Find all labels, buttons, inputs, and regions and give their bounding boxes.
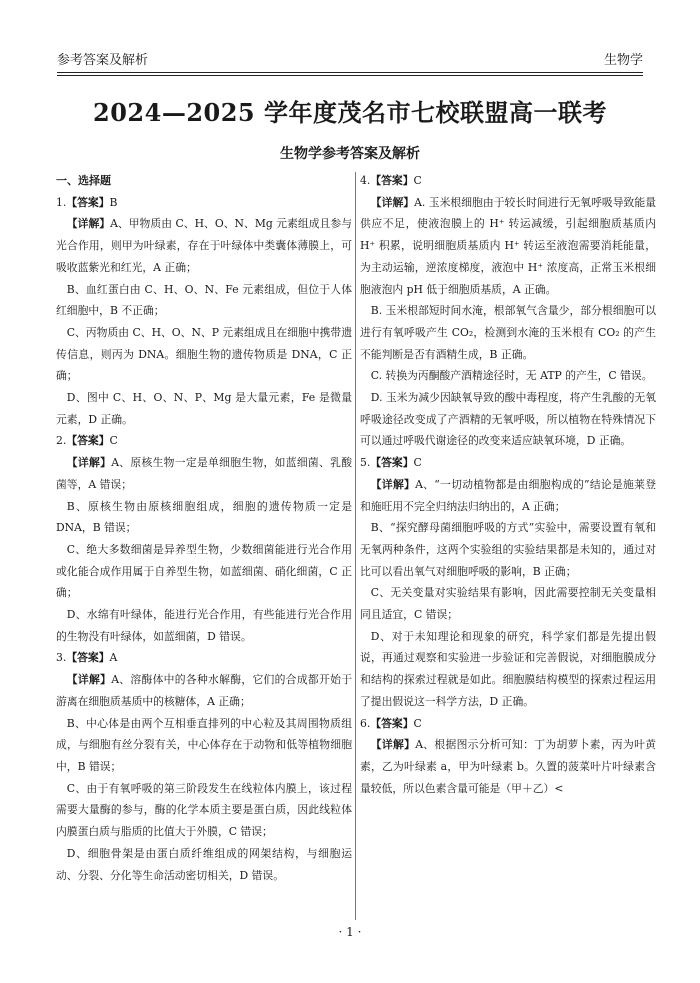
answer-tag: 【答案】 <box>370 716 414 730</box>
detail-text: A、原核生物一定是单细胞生物，如蓝细菌、乳酸菌等，A 错误； <box>56 456 353 491</box>
explanation-paragraph: B、中心体是由两个互相垂直排列的中心粒及其周围物质组成，与细胞有丝分裂有关，中心体存在于动物和低等植物细胞中，B 错误； <box>56 716 352 773</box>
column-divider <box>355 172 356 920</box>
answer-choice: C <box>413 174 422 187</box>
explanation-paragraph: B. 玉米根部短时间水淹，根部氧气含量少，部分根细胞可以进行有氧呼吸产生 CO₂，检测到水淹的玉米根有 CO₂ 的产生不能判断是否有酒精生成，B 正确。 <box>360 304 656 361</box>
detail-tag: 【详解】 <box>66 456 112 470</box>
detail-text: A、根据图示分析可知：丁为胡萝卜素，丙为叶黄素，乙为叶绿素 a，甲为叶绿素 b。久置的菠菜叶片叶绿素含量较低，所以色素含量可能是（甲＋乙）< <box>360 738 657 795</box>
explanation-paragraph: D、图中 C、H、O、N、P、Mg 是大量元素，Fe 是微量元素，D 正确。 <box>56 391 352 426</box>
question-block <box>56 430 352 647</box>
question-answer-line <box>56 430 352 452</box>
explanation-paragraph: D、细胞骨架是由蛋白质纤维组成的网架结构，与细胞运动、分裂、分化等生命活动密切相关，D 错误。 <box>56 846 352 882</box>
header-divider <box>57 72 643 76</box>
question-block <box>56 192 352 431</box>
question-number: 6. <box>360 716 371 730</box>
question-answer-line <box>360 713 656 735</box>
question-answer-line <box>360 170 656 192</box>
detail-text: A、溶酶体中的各种水解酶，它们的合成都开始于游离在细胞质基质中的核糖体，A 正确； <box>56 673 353 708</box>
explanation-paragraph: D. 玉米为减少因缺氧导致的酸中毒程度，将产生乳酸的无氧呼吸途径改变成了产酒精的无氧呼吸，所以植物在特殊情况下可以通过呼吸代谢途径的改变来适应缺氧环境，D 正确。 <box>360 391 656 448</box>
page-number: · 1 · <box>338 925 362 939</box>
detail-tag: 【详解】 <box>370 195 415 209</box>
answer-tag: 【答案】 <box>370 456 414 470</box>
answer-tag: 【答案】 <box>66 195 110 209</box>
explanation-paragraph: B、原核生物由原核细胞组成，细胞的遗传物质一定是 DNA，B 错误； <box>56 499 352 535</box>
page-subtitle: 生物学参考答案及解析 <box>280 146 420 162</box>
question-number: 5. <box>360 456 371 470</box>
explanation-paragraph: D、水绵有叶绿体，能进行光合作用，有些能进行光合作用的生物没有叶绿体，如蓝细菌，D 错误。 <box>56 608 352 643</box>
explanation-paragraph: C. 转换为丙酮酸产酒精途径时，无 ATP 的产生，C 错误。 <box>370 369 653 383</box>
explanation-paragraph: C、无关变量对实验结果有影响，因此需要控制无关变量相同且适宜，C 错误； <box>360 586 656 622</box>
explanation-paragraph: B、血红蛋白由 C、H、O、N、Fe 元素组成，但位于人体红细胞中，B 不正确； <box>56 282 352 318</box>
right-column <box>360 170 656 799</box>
header-subject: 生物学 <box>603 53 643 68</box>
detail-text: A. 玉米根细胞由于较长时间进行无氧呼吸导致能量供应不足，使液泡膜上的 H⁺ 转运减缓，引起细胞质基质内 H⁺ 积累，说明细胞质基质内 H⁺ 转运至液泡需要消耗能量，为主动运输，逆浓度梯度，液泡中 H⁺ 浓度高，正常玉米根细胞液泡内 pH 低于细胞质基质，A 正确。 <box>360 195 656 296</box>
explanation-paragraph: C、绝大多数细菌是异养型生物，少数细菌能进行光合作用或化能合成作用属于自养型生物，如蓝细菌、硝化细菌，C 正确； <box>56 542 352 600</box>
explanation-paragraph: C、由于有氧呼吸的第三阶段发生在线粒体内膜上，该过程需要大量酶的参与，酶的化学本质主要是蛋白质，因此线粒体内膜蛋白质与脂质的比值大于外膜，C 错误； <box>56 781 352 839</box>
question-block <box>360 713 656 800</box>
header-left-text: 参考答案及解析 <box>57 53 149 68</box>
answer-choice: C <box>109 434 118 448</box>
question-number: 4. <box>360 174 371 187</box>
detail-tag: 【详解】 <box>66 217 111 231</box>
explanation-paragraph: B、“探究酵母菌细胞呼吸的方式”实验中，需要设置有氧和无氧两种条件，这两个实验组的实验结果都是未知的，通过对比可以看出氧气对细胞呼吸的影响，B 正确； <box>360 521 656 578</box>
section-heading: 一、选择题 <box>56 174 111 187</box>
page-title: 2024—2025 学年度茂名市七校联盟高一联考 <box>93 98 607 127</box>
left-column <box>56 170 352 886</box>
answer-tag: 【答案】 <box>66 434 110 448</box>
detail-paragraph <box>56 669 352 712</box>
detail-paragraph <box>360 734 656 799</box>
detail-tag: 【详解】 <box>66 673 112 687</box>
question-block <box>360 170 656 452</box>
answer-choice: A <box>109 651 118 665</box>
question-number: 1. <box>56 195 67 209</box>
detail-paragraph <box>360 192 656 301</box>
detail-tag: 【详解】 <box>370 738 416 752</box>
question-number: 2. <box>56 434 67 448</box>
answer-choice: B <box>109 195 118 209</box>
answer-choice: C <box>413 716 422 730</box>
detail-paragraph <box>56 452 352 495</box>
explanation-paragraph: C、丙物质由 C、H、O、N、P 元素组成且在细胞中携带遗传信息，则丙为 DNA。细胞生物的遗传物质是 DNA，C 正确； <box>56 325 352 383</box>
detail-text: A、甲物质由 C、H、O、N、Mg 元素组成且参与光合作用，则甲为叶绿素，存在于叶绿体中类囊体薄膜上，可吸收蓝紫光和红光，A 正确； <box>56 217 353 274</box>
page-header <box>57 44 643 68</box>
question-block <box>56 647 352 886</box>
detail-text: A、“一切动植物都是由细胞构成的”结论是施莱登和施旺用不完全归纳法归纳出的，A 正确； <box>360 477 657 513</box>
answer-choice: C <box>413 456 422 470</box>
question-answer-line <box>56 647 352 669</box>
detail-paragraph <box>360 474 656 517</box>
question-answer-line <box>360 452 656 474</box>
detail-paragraph <box>56 213 352 278</box>
question-answer-line <box>56 192 352 214</box>
answer-tag: 【答案】 <box>370 174 414 187</box>
question-block <box>360 452 656 712</box>
answer-tag: 【答案】 <box>66 651 110 665</box>
question-number: 3. <box>56 651 67 665</box>
explanation-paragraph: D、对于未知理论和现象的研究，科学家们都是先提出假说，再通过观察和实验进一步验证和完善假说，对细胞膜成分和结构的探索过程就是如此。细胞膜结构模型的探索过程运用了提出假说这一科学方法，D 正确。 <box>360 629 656 708</box>
detail-tag: 【详解】 <box>370 477 416 491</box>
